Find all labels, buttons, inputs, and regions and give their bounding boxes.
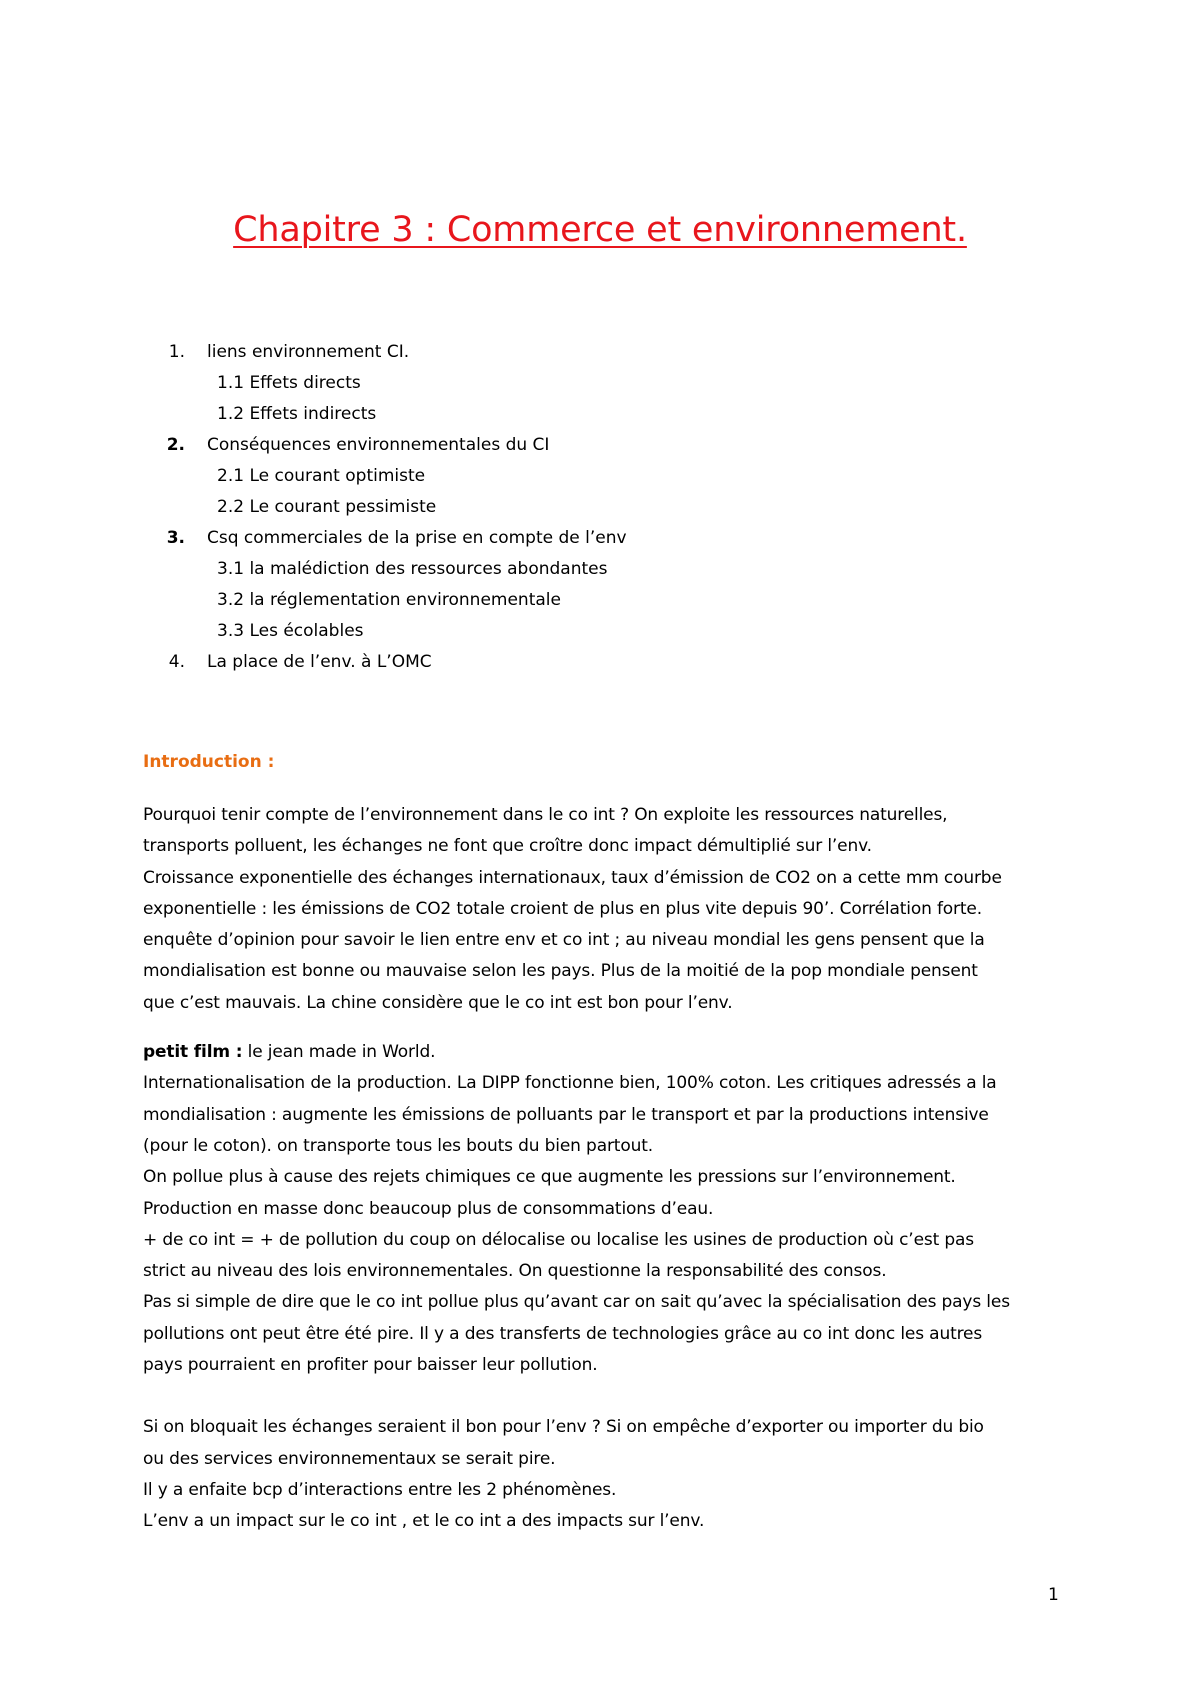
text-line: L’env a un impact sur le co int , et le co int a des impacts sur l’env. (143, 1511, 705, 1532)
text-line: mondialisation : augmente les émissions de polluants par le transport et par la productions intensive (143, 1104, 989, 1125)
toc-label: 3.1 la malédiction des ressources abondantes (217, 559, 608, 579)
text-line: Pourquoi tenir compte de l’environnement dans le co int ? On exploite les ressources naturelles, (143, 805, 948, 825)
toc-item (143, 337, 1043, 368)
text-line: enquête d’opinion pour savoir le lien entre env et co int ; au niveau mondial les gens pensent que la (143, 930, 985, 951)
toc-item (143, 523, 1043, 554)
paragraph-gap (143, 1019, 1073, 1037)
toc-number: 4. (168, 652, 185, 672)
toc-label: 3.2 la réglementation environnementale (217, 590, 561, 610)
text-line: + de co int = + de pollution du coup on délocalise ou localise les usines de production où c’est pas (143, 1229, 974, 1250)
text-line: transports polluent, les échanges ne font que croître donc impact démultiplié sur l’env. (143, 836, 872, 857)
text-line: Internationalisation de la production. La DIPP fonctionne bien, 100% coton. Les critiques adressés a la (143, 1073, 997, 1094)
text-line: Pas si simple de dire que le co int pollue plus qu’avant car on sait qu’avec la spécialisation des pays les (143, 1292, 1010, 1313)
film-line (143, 1037, 1073, 1068)
toc-subitem (143, 461, 1043, 492)
toc-label: La place de l’env. à L’OMC (207, 652, 432, 672)
toc-number: 2. (166, 435, 185, 455)
film-text: le jean made in World. (242, 1042, 436, 1063)
toc-subitem (143, 554, 1043, 585)
toc-label: 1.2 Effets indirects (217, 404, 377, 424)
toc-label: 1.1 Effets directs (217, 373, 361, 393)
toc-number: 1. (168, 342, 185, 362)
toc-subitem (143, 399, 1043, 430)
page-number: 1 (1048, 1585, 1059, 1605)
toc-item (143, 647, 1043, 678)
table-of-contents (143, 337, 1043, 678)
film-label: petit film : (143, 1042, 243, 1063)
toc-subitem (143, 585, 1043, 616)
text-line: Si on bloquait les échanges seraient il bon pour l’env ? Si on empêche d’exporter ou importer du bio (143, 1417, 984, 1438)
toc-label: liens environnement CI. (207, 342, 410, 362)
toc-label: Csq commerciales de la prise en compte de l’env (207, 528, 627, 548)
text-line: mondialisation est bonne ou mauvaise selon les pays. Plus de la moitié de la pop mondiale pensent (143, 961, 978, 982)
text-line: Croissance exponentielle des échanges internationaux, taux d’émission de CO2 on a cette mm courbe (143, 867, 1002, 888)
toc-label: 2.1 Le courant optimiste (217, 466, 426, 486)
text-line: que c’est mauvais. La chine considère que le co int est bon pour l’env. (143, 992, 733, 1013)
page-title: Chapitre 3 : Commerce et environnement. (233, 210, 967, 250)
text-line: pays pourraient en profiter pour baisser leur pollution. (143, 1355, 598, 1376)
toc-item (143, 430, 1043, 461)
text-line: Production en masse donc beaucoup plus de consommations d’eau. (143, 1198, 714, 1219)
text-line: strict au niveau des lois environnementales. On questionne la responsabilité des consos. (143, 1261, 887, 1282)
toc-label: 3.3 Les écolables (217, 621, 364, 641)
section-heading-introduction: Introduction : (143, 752, 275, 772)
toc-subitem (143, 368, 1043, 399)
text-line: On pollue plus à cause des rejets chimiques ce que augmente les pressions sur l’environnement. (143, 1167, 956, 1188)
text-line: pollutions ont peut être été pire. Il y a des transferts de technologies grâce au co int donc les autres (143, 1323, 983, 1344)
toc-number: 3. (166, 528, 185, 548)
toc-subitem (143, 492, 1043, 523)
text-line: (pour le coton). on transporte tous les bouts du bien partout. (143, 1135, 653, 1156)
text-line: exponentielle : les émissions de CO2 totale croient de plus en plus vite depuis 90’. Corrélation forte. (143, 898, 982, 919)
toc-label: Conséquences environnementales du CI (207, 435, 550, 455)
text-line: ou des services environnementaux se serait pire. (143, 1448, 556, 1469)
toc-label: 2.2 Le courant pessimiste (217, 497, 437, 517)
toc-subitem (143, 616, 1043, 647)
text-line: Il y a enfaite bcp d’interactions entre les 2 phénomènes. (143, 1479, 617, 1500)
paragraph-gap (143, 1381, 1073, 1412)
body-text (143, 800, 1073, 1538)
